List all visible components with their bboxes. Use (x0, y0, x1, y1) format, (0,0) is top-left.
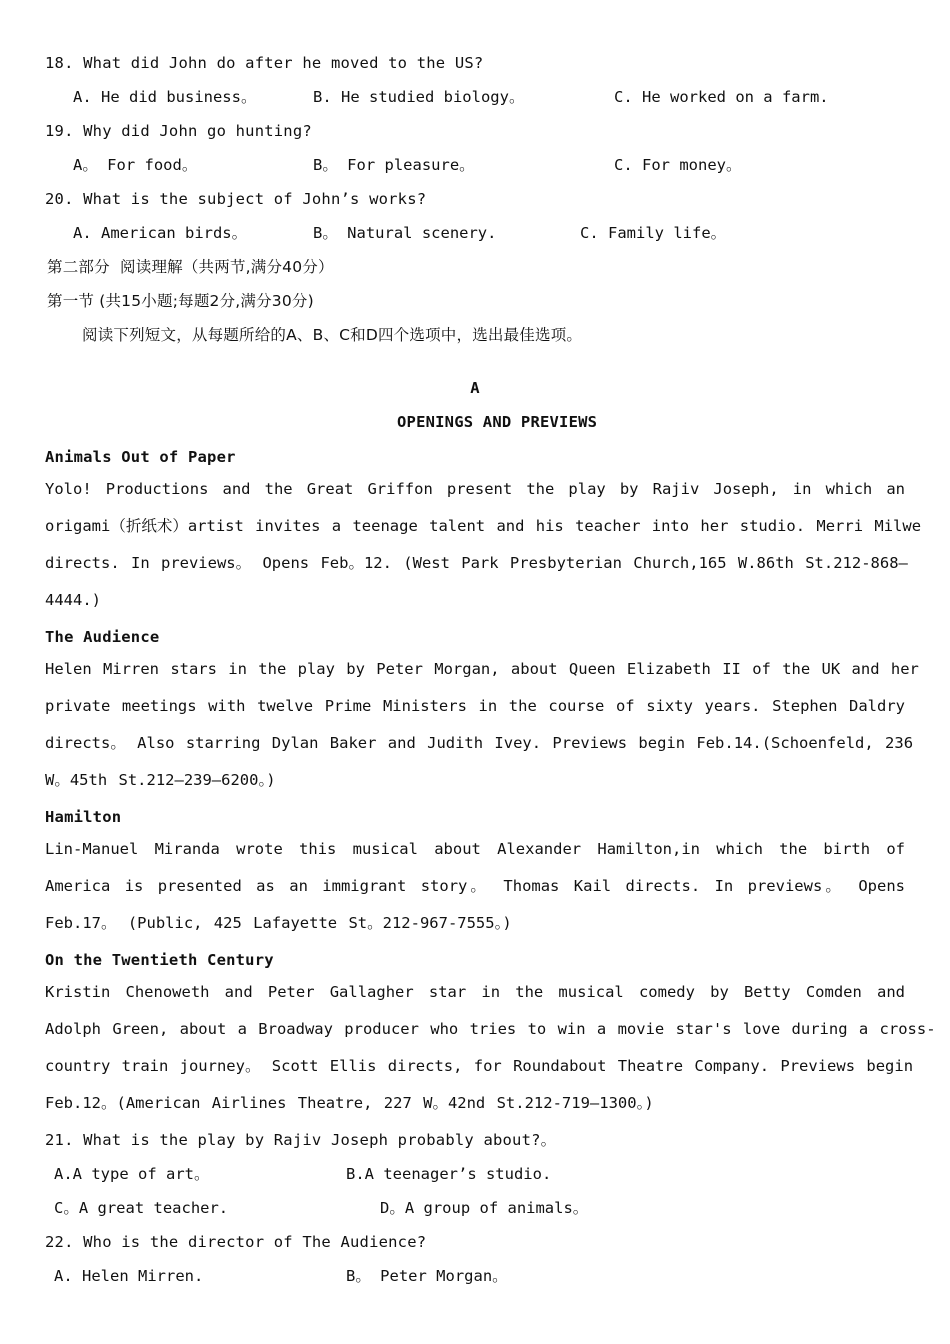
question-22-option-b: B。 Peter Morgan。 (346, 1267, 508, 1285)
entry-3-line-1: Lin-Manuel Miranda wrote this musical about Alexander Hamilton,in which the birth of (45, 840, 905, 858)
entry-heading-hamilton: Hamilton (45, 808, 122, 826)
question-20-option-b: B。 Natural scenery. (313, 224, 497, 242)
passage-title: OPENINGS AND PREVIEWS (397, 413, 598, 431)
entry-2-line-1: Helen Mirren stars in the play by Peter Morgan, about Queen Elizabeth II of the UK and her (45, 660, 919, 678)
question-20-option-a: A. American birds。 (73, 224, 248, 242)
reading-instruction: 阅读下列短文，从每题所给的A、B、C和D四个选项中，选出最佳选项。 (82, 326, 583, 344)
entry-3-line-3: Feb.17。 (Public, 425 Lafayette St。212-967-7555。) (45, 914, 512, 932)
question-19-option-a: A。 For food。 (73, 156, 198, 174)
question-22-stem: 22. Who is the director of The Audience? (45, 1233, 427, 1251)
question-21-option-d: D。A group of animals。 (380, 1199, 589, 1217)
entry-4-line-3: country train journey。 Scott Ellis directs, for Roundabout Theatre Company. Previews begin (45, 1057, 914, 1075)
entry-heading-the-audience: The Audience (45, 628, 160, 646)
question-21-option-c: C。A great teacher. (54, 1199, 229, 1217)
question-20-stem: 20. What is the subject of John’s works? (45, 190, 427, 208)
entry-2-line-2: private meetings with twelve Prime Ministers in the course of sixty years. Stephen Daldry (45, 697, 905, 715)
question-20-option-c: C. Family life。 (580, 224, 727, 242)
question-21-option-a: A.A type of art。 (54, 1165, 210, 1183)
entry-1-line-4: 4444.) (45, 591, 101, 609)
entry-2-line-4: W。45th St.212—239—6200。) (45, 771, 276, 789)
entry-3-line-2: America is presented as an immigrant story。 Thomas Kail directs. In previews。 Opens (45, 877, 905, 895)
passage-letter: A (470, 379, 480, 397)
entry-1-line-3: directs. In previews。 Opens Feb。12. (West Park Presbyterian Church,165 W.86th St.212-868— (45, 554, 908, 572)
entry-2-line-3: directs。 Also starring Dylan Baker and Judith Ivey. Previews begin Feb.14.(Schoenfeld, 236 (45, 734, 914, 752)
entry-heading-on-the-twentieth-century: On the Twentieth Century (45, 951, 274, 969)
question-19-stem: 19. Why did John go hunting? (45, 122, 312, 140)
entry-4-line-1: Kristin Chenoweth and Peter Gallagher star in the musical comedy by Betty Comden and (45, 983, 905, 1001)
section-one-title: 第一节 (共15小题;每题2分,满分30分) (47, 292, 314, 310)
question-18-stem: 18. What did John do after he moved to the US? (45, 54, 484, 72)
entry-1-line-2: origami（折纸术）artist invites a teenage talent and his teacher into her studio. Merri Milwe (45, 517, 922, 535)
question-18-option-c: C. He worked on a farm. (614, 88, 829, 106)
part-two-title: 第二部分 阅读理解（共两节,满分40分） (47, 258, 334, 276)
question-18-option-b: B. He studied biology。 (313, 88, 525, 106)
question-21-option-b: B.A teenager’s studio. (346, 1165, 552, 1183)
question-19-option-c: C. For money。 (614, 156, 742, 174)
entry-4-line-4: Feb.12。(American Airlines Theatre, 227 W。42nd St.212-719—1300。) (45, 1094, 654, 1112)
entry-heading-animals-out-of-paper: Animals Out of Paper (45, 448, 236, 466)
entry-4-line-2: Adolph Green, about a Broadway producer who tries to win a movie star's love during a cross- (45, 1020, 936, 1038)
question-18-option-a: A. He did business。 (73, 88, 257, 106)
question-21-stem: 21. What is the play by Rajiv Joseph probably about?。 (45, 1131, 557, 1149)
question-22-option-a: A. Helen Mirren. (54, 1267, 204, 1285)
entry-1-line-1: Yolo! Productions and the Great Griffon present the play by Rajiv Joseph, in which an (45, 480, 905, 498)
question-19-option-b: B。 For pleasure。 (313, 156, 475, 174)
